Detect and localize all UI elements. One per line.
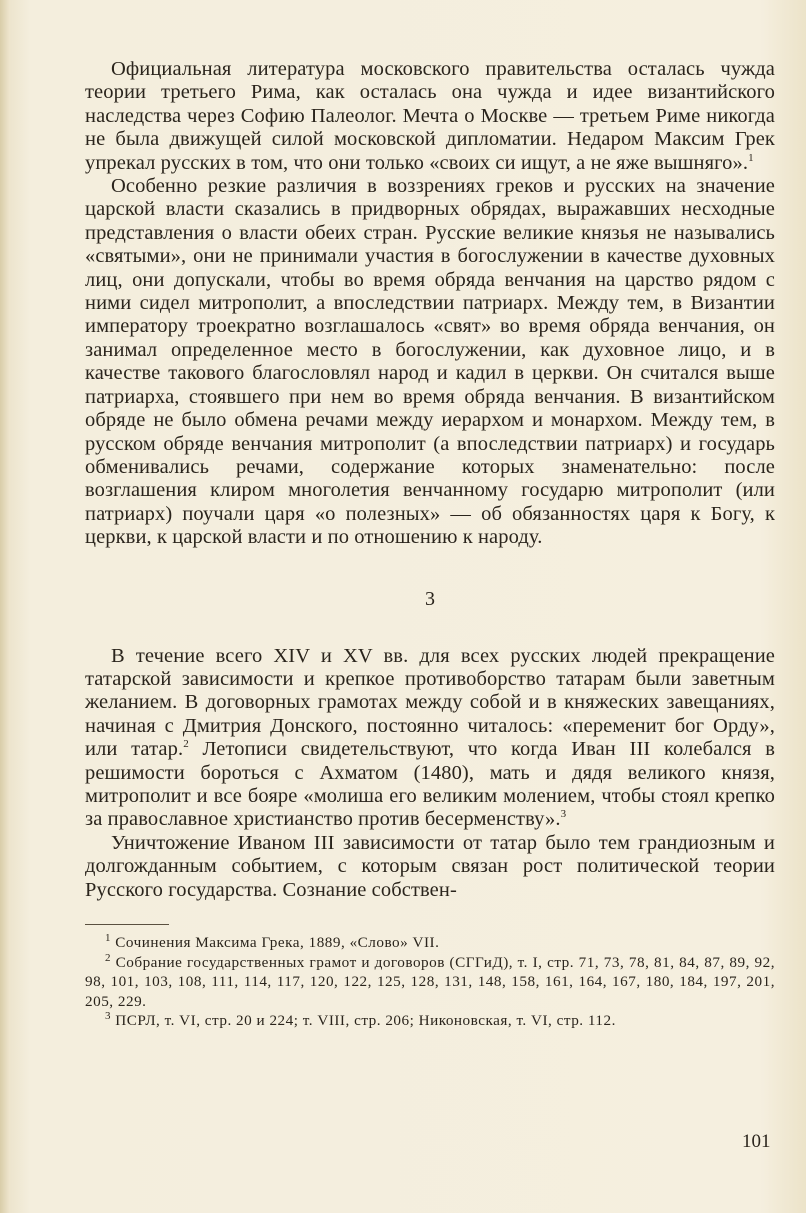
paragraph-court-rituals <box>85 175 775 550</box>
page-number: 101 <box>742 1131 771 1152</box>
paragraph-text: Официальная литература московского правительства осталась чужда теории третьего Рима, как осталась она чужда и идее византийского наследства через Софию Палеолог. Мечта о Москве — третьем Риме никогда не была движущей силой московской дипломатии. Недаром Максим Грек упрекал русских в том, что они только «своих си ищут, а не яже вышняго». <box>85 58 775 174</box>
footnote-3 <box>85 1011 775 1031</box>
text-block <box>85 58 775 1031</box>
footnote-ref[interactable]: 1 <box>748 151 754 164</box>
paragraph-text: Особенно резкие различия в воззрениях греков и русских на значение царской власти сказались в придворных обрядах, выражавших несходные представления о власти обеих стран. Русские великие князья не назывались «святыми», они не принимали участия в богослужении в качестве духовных лиц, они допускали, чтобы во время обряда венчания на царство рядом с ними сидел митрополит, а впоследствии патриарх. Между тем, в Византии императору троекратно возглашалось «свят» во время обряда венчания, он занимал определенное место в богослужении, как духовное лицо, и в качестве такового благословлял народ и кадил в церкви. Он считался выше патриарха, стоявшего при нем во время обряда венчания. В византийском обряде не было обмена речами между иерархом и монархом. Между тем, в русском обряде венчания митрополит (а впоследствии патриарх) и государь обменивались речами, содержание которых знаменательно: после возглашения клиром многолетия венчанному государю митрополит (или патриарх) поучали царя «о полезных» — об обязанностях царя к Богу, к церкви, к царской власти и по отношению к народу. <box>85 175 775 549</box>
footnote-mark: 1 <box>105 931 111 944</box>
footnote-text: Сочинения Максима Грека, 1889, «Слово» VII. <box>115 934 440 951</box>
paragraph-text: Уничтожение Иваном III зависимости от татар было тем грандиозным и долгожданным событием, с которым связан рост политической теории Русского государства. Сознание собствен- <box>85 831 775 901</box>
footnote-1 <box>85 933 775 953</box>
footnote-ref[interactable]: 2 <box>183 738 189 751</box>
footnote-mark: 3 <box>105 1010 111 1023</box>
page-spine-shadow <box>0 0 10 1213</box>
paragraph-third-rome <box>85 58 775 175</box>
footnote-text: ПСРЛ, т. VI, стр. 20 и 224; т. VIII, стр. 206; Никоновская, т. VI, стр. 112. <box>115 1012 616 1030</box>
paragraph-ivan-iii <box>85 832 775 902</box>
footnote-text: Собрание государственных грамот и договоров (СГГиД), т. I, стр. 71, 73, 78, 81, 84, 87, 89, 92, 98, 101, 103, 108, 111, 114, 117, 120, 122, 125, 128, 131, 148, 158, 161, 164, 167, 180, 184, 197, 201, 205, 229. <box>85 953 776 1010</box>
footnote-divider <box>85 924 169 925</box>
section-number: 3 <box>425 587 435 610</box>
paragraph-tatar-dependence <box>85 645 775 832</box>
paragraph-text-tail: Летописи свидетельствуют, что когда Иван III колебался в решимости бороться с Ахматом (1480), мать и дядя великого князя, митрополит и все бояре «молиша его великим молением, чтобы стоял крепко за православное христианство против бесерменству». <box>85 738 775 831</box>
footnote-2 <box>85 953 775 1012</box>
footnote-mark: 2 <box>105 951 111 964</box>
footnote-ref[interactable]: 3 <box>560 808 567 821</box>
paragraph-text: В течение всего XIV и XV вв. для всех русских людей прекращение татарской зависимости и крепкое противоборство татарам были заветным желанием. В договорных грамотах между собой и в княжеских завещаниях, начиная с Дмитрия Донского, постоянно читалось: «переменит бог Орду», или татар. <box>85 644 775 761</box>
